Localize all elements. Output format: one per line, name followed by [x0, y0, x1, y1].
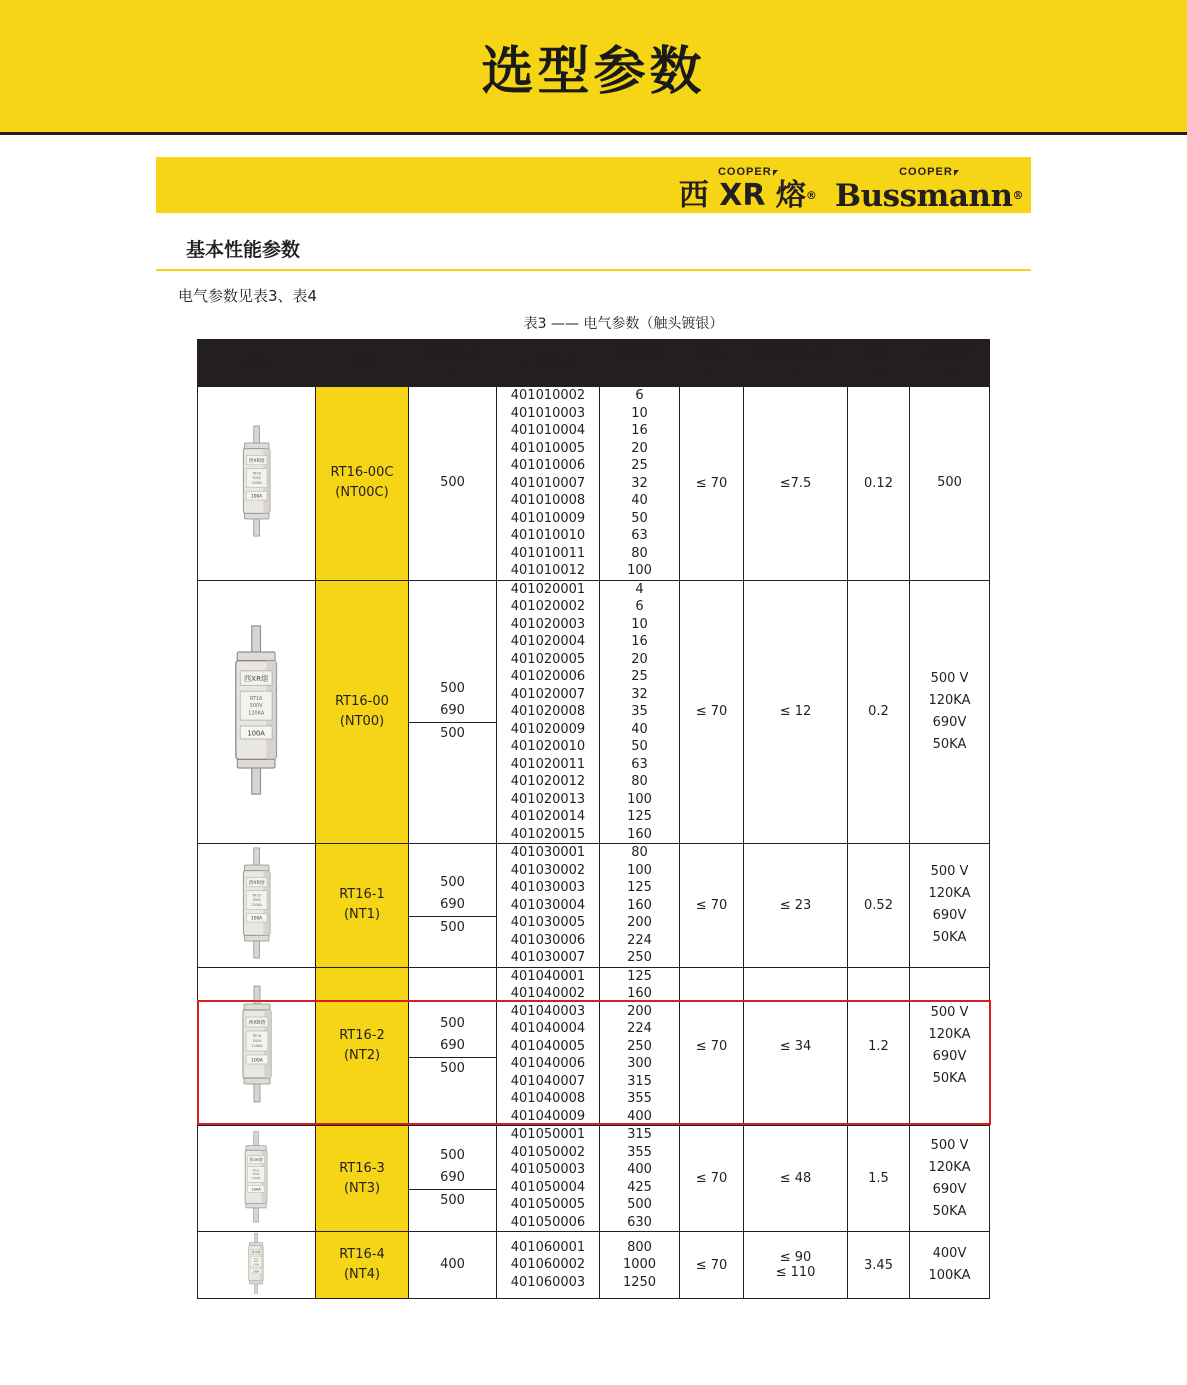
svg-text:RT16: RT16 — [250, 695, 263, 702]
rated-current: 224 — [627, 1021, 652, 1036]
fuse-illustration-icon — [230, 984, 284, 1104]
svg-text:RT16: RT16 — [252, 471, 261, 476]
voltage-cell — [409, 580, 497, 844]
power-loss-value: ≤ 34 — [779, 1038, 812, 1054]
rated-current: 125 — [627, 880, 652, 895]
table-row — [198, 844, 990, 968]
voltage-primary: 500 — [440, 475, 465, 491]
product-code: 401050002 — [510, 1144, 586, 1160]
svg-text:120KA: 120KA — [252, 1176, 261, 1180]
svg-text:120KA: 120KA — [251, 903, 262, 908]
rated-current-cell — [600, 580, 680, 844]
table-row — [198, 387, 990, 581]
svg-text:RT16: RT16 — [254, 1258, 259, 1261]
product-code: 401020005 — [510, 651, 586, 667]
breaking-capacity-primary: 500 V 120KA — [928, 1005, 971, 1043]
cooper-label-left: COOPER — [718, 166, 778, 178]
product-code-cell — [497, 1232, 600, 1299]
power-loss-cell — [744, 580, 848, 844]
product-code: 401030001 — [510, 845, 586, 860]
temperature-rise-cell: ≤ 70 — [680, 580, 744, 844]
page-banner — [0, 0, 1187, 132]
rated-current: 25 — [631, 458, 648, 473]
product-code: 401020010 — [510, 739, 586, 754]
rated-current: 1250 — [622, 1274, 657, 1290]
product-image-cell — [198, 1126, 316, 1232]
rated-current: 800 — [627, 1239, 652, 1255]
model-cell — [316, 1232, 409, 1299]
rated-current: 200 — [627, 1003, 652, 1019]
weight-cell: 1.2 — [848, 967, 910, 1126]
product-code: 401020008 — [510, 704, 586, 719]
product-code: 401010002 — [510, 388, 586, 403]
rated-current: 355 — [627, 1091, 652, 1106]
rated-current: 300 — [627, 1056, 652, 1071]
product-code-cell — [497, 387, 600, 581]
rated-current: 400 — [627, 1162, 652, 1177]
product-code: 401040006 — [510, 1056, 586, 1071]
rated-current: 40 — [631, 493, 648, 508]
col-header-power-loss: 额定损耗功率 W — [744, 340, 848, 387]
svg-text:100A: 100A — [250, 916, 263, 922]
svg-text:120KA: 120KA — [251, 481, 262, 486]
rated-current: 32 — [631, 686, 648, 702]
logo-xirong — [679, 167, 817, 213]
weight-cell: 0.52 — [848, 844, 910, 968]
product-code-cell — [497, 1126, 600, 1232]
product-code: 401050006 — [510, 1214, 586, 1230]
product-code: 401030005 — [510, 915, 586, 930]
rated-current: 50 — [631, 739, 648, 754]
rated-current: 500 — [627, 1197, 652, 1212]
rated-current: 4 — [635, 581, 644, 597]
temperature-rise-cell: ≤ 70 — [680, 967, 744, 1126]
page-title: 选型参数 — [481, 41, 706, 102]
product-code: 401050004 — [510, 1179, 586, 1195]
product-code: 401020006 — [510, 669, 586, 684]
temperature-rise-cell: ≤ 70 — [680, 387, 744, 581]
rated-current: 1000 — [622, 1257, 657, 1273]
voltage-primary: 500 690 — [409, 678, 496, 723]
rated-current: 10 — [631, 616, 648, 632]
rated-current-cell — [600, 844, 680, 968]
model-name: RT16-00C — [330, 465, 394, 481]
fuse-illustration-icon — [231, 424, 282, 538]
model-name: RT16-00 — [335, 693, 389, 709]
product-code: 401020009 — [510, 721, 586, 737]
fuse-illustration-icon — [231, 846, 282, 960]
temperature-rise-cell: ≤ 70 — [680, 1126, 744, 1232]
svg-text:500V: 500V — [252, 898, 261, 903]
rated-current: 40 — [631, 721, 648, 737]
product-code: 401010012 — [510, 563, 586, 578]
power-loss-value: ≤ 110 — [775, 1265, 816, 1281]
rated-current: 160 — [627, 986, 652, 1001]
rated-current: 100 — [627, 791, 652, 807]
temperature-rise-cell: ≤ 70 — [680, 1232, 744, 1299]
svg-text:西XR熔: 西XR熔 — [252, 1250, 261, 1254]
rated-current: 160 — [627, 826, 652, 842]
electrical-parameters-table — [197, 339, 990, 1299]
power-loss-value: ≤ 48 — [779, 1171, 812, 1186]
rated-current-cell — [600, 1126, 680, 1232]
model-cell — [316, 1126, 409, 1232]
breaking-capacity-primary: 500 V 120KA — [928, 1137, 971, 1175]
svg-text:西XR熔: 西XR熔 — [244, 673, 269, 683]
rated-current: 80 — [631, 845, 648, 860]
table-row — [198, 1232, 990, 1299]
rated-current: 80 — [631, 774, 648, 789]
rated-current: 250 — [627, 950, 652, 965]
col-header-breaking: 开断能力 KA — [910, 340, 990, 387]
model-alt-name: (NT00) — [339, 713, 385, 729]
rated-current: 355 — [627, 1144, 652, 1160]
product-image-cell — [198, 387, 316, 581]
voltage-primary: 500 690 — [409, 1013, 496, 1058]
table-row — [198, 580, 990, 844]
rated-current: 315 — [627, 1127, 652, 1142]
svg-text:500V: 500V — [253, 1172, 260, 1176]
col-header-image: 图片 — [198, 340, 316, 387]
model-cell — [316, 844, 409, 968]
product-code-cell — [497, 844, 600, 968]
rated-current: 6 — [635, 599, 644, 614]
rated-current-cell — [600, 967, 680, 1126]
product-code: 401010009 — [510, 510, 586, 526]
product-image-cell — [198, 844, 316, 968]
xirong-wordmark: 西 XR 熔 ® — [678, 178, 817, 213]
section-title: 基本性能参数 — [186, 239, 301, 261]
svg-text:500V: 500V — [252, 476, 261, 481]
breaking-capacity-primary: 400V 100KA — [928, 1246, 971, 1284]
product-code: 401040002 — [510, 986, 586, 1001]
table-row — [198, 967, 990, 1126]
breaking-capacity-cell — [910, 580, 990, 844]
product-code: 401020002 — [510, 599, 586, 614]
svg-text:500V: 500V — [252, 1039, 261, 1044]
rated-current: 63 — [631, 756, 648, 772]
brand-bar — [156, 157, 1031, 213]
svg-text:100A: 100A — [250, 494, 263, 500]
product-code: 401040004 — [510, 1021, 586, 1036]
voltage-secondary: 500 — [440, 726, 465, 742]
product-code: 401010010 — [510, 528, 586, 543]
svg-text:西XR熔: 西XR熔 — [248, 459, 265, 465]
model-cell — [316, 580, 409, 844]
product-code: 401010005 — [510, 440, 586, 456]
power-loss-cell — [744, 1126, 848, 1232]
model-cell — [316, 967, 409, 1126]
product-code: 401010008 — [510, 493, 586, 508]
svg-text:RT16: RT16 — [252, 1034, 261, 1039]
svg-text:120KA: 120KA — [253, 1263, 260, 1266]
product-code: 401010007 — [510, 475, 586, 491]
svg-text:500V: 500V — [250, 702, 263, 709]
breaking-capacity-cell — [910, 387, 990, 581]
breaking-capacity-cell — [910, 844, 990, 968]
temperature-rise-cell: ≤ 70 — [680, 844, 744, 968]
power-loss-value: ≤ 23 — [779, 897, 812, 913]
product-code: 401010011 — [510, 545, 586, 561]
model-alt-name: (NT1) — [343, 907, 381, 923]
rated-current: 100 — [627, 862, 652, 878]
product-code: 401010004 — [510, 423, 586, 438]
product-code: 401020014 — [510, 809, 586, 824]
brand-logos — [661, 157, 1031, 213]
voltage-cell — [409, 967, 497, 1126]
col-header-voltage: 额定电压 V — [409, 340, 497, 387]
power-loss-value: ≤ 12 — [779, 704, 812, 720]
product-code: 401040001 — [510, 968, 586, 984]
breaking-capacity-primary: 500 — [937, 475, 962, 491]
logo-bussmann — [835, 167, 1023, 213]
bussmann-wordmark: Bussmann ® — [834, 178, 1023, 214]
product-code: 401030006 — [510, 932, 586, 948]
col-header-model: 型号 — [316, 340, 409, 387]
power-loss-cell — [744, 967, 848, 1126]
product-code: 401040009 — [510, 1108, 586, 1124]
section-note: 电气参数见表3、表4 — [178, 287, 318, 305]
product-code: 401030004 — [510, 897, 586, 913]
product-code: 401020007 — [510, 686, 586, 702]
col-header-weight: 重量 Kg — [848, 340, 910, 387]
rated-current: 200 — [627, 915, 652, 930]
rated-current: 20 — [631, 651, 648, 667]
rated-current: 80 — [631, 545, 648, 561]
product-code: 401040007 — [510, 1073, 586, 1089]
product-code: 401040003 — [510, 1003, 586, 1019]
product-code: 401050001 — [510, 1127, 586, 1142]
voltage-cell — [409, 1126, 497, 1232]
rated-current: 315 — [627, 1073, 652, 1089]
product-code: 401050005 — [510, 1197, 586, 1212]
rated-current: 125 — [627, 968, 652, 984]
power-loss-cell — [744, 387, 848, 581]
svg-text:100A: 100A — [251, 1187, 262, 1192]
product-code-cell — [497, 967, 600, 1126]
svg-text:西XR熔: 西XR熔 — [249, 1156, 264, 1162]
svg-text:120KA: 120KA — [248, 710, 265, 717]
rated-current: 63 — [631, 528, 648, 543]
product-code: 401030002 — [510, 862, 586, 878]
product-code: 401060002 — [510, 1257, 586, 1273]
rated-current: 16 — [631, 634, 648, 649]
product-code: 401020012 — [510, 774, 586, 789]
rated-current: 50 — [631, 510, 648, 526]
breaking-capacity-secondary: 690V 50KA — [932, 1049, 967, 1087]
rated-current: 32 — [631, 475, 648, 491]
product-code: 401040008 — [510, 1091, 586, 1106]
svg-text:RT16: RT16 — [252, 893, 261, 898]
weight-cell: 3.45 — [848, 1232, 910, 1299]
product-image-cell — [198, 1232, 316, 1299]
fuse-illustration-icon — [242, 1232, 270, 1294]
table-row — [198, 1126, 990, 1232]
product-code: 401060001 — [510, 1239, 586, 1255]
voltage-cell — [409, 1232, 497, 1299]
product-code: 401030003 — [510, 880, 586, 895]
col-header-temp-rise: 温升 K — [680, 340, 744, 387]
power-loss-cell — [744, 844, 848, 968]
col-header-code: 产品编码 — [497, 340, 600, 387]
banner-divider — [0, 132, 1187, 135]
rated-current: 6 — [635, 388, 644, 403]
rated-current: 100 — [627, 563, 652, 578]
weight-cell: 1.5 — [848, 1126, 910, 1232]
cooper-flag-icon-right — [954, 170, 959, 176]
model-name: RT16-1 — [339, 887, 385, 903]
product-code: 401020011 — [510, 756, 586, 772]
rated-current: 160 — [627, 897, 652, 913]
product-image-cell — [198, 967, 316, 1126]
model-alt-name: (NT3) — [343, 1180, 381, 1196]
svg-text:100A: 100A — [253, 1270, 260, 1274]
section-header — [156, 235, 1031, 271]
product-code-cell — [497, 580, 600, 844]
breaking-capacity-primary: 500 V 120KA — [928, 670, 971, 708]
table-body — [198, 387, 990, 1299]
product-code: 401010006 — [510, 458, 586, 473]
svg-text:西XR熔: 西XR熔 — [248, 1020, 265, 1027]
product-code: 401020001 — [510, 581, 586, 597]
cooper-label-right: COOPER — [899, 166, 959, 178]
voltage-primary: 500 690 — [409, 872, 496, 917]
col-header-current: 额定电流 A — [600, 340, 680, 387]
power-loss-value: ≤ 90 — [779, 1250, 812, 1266]
table-caption: 表3 —— 电气参数（触头镀银） — [523, 316, 724, 332]
product-image-cell — [198, 580, 316, 844]
rated-current: 224 — [627, 932, 652, 948]
product-code: 401030007 — [510, 950, 586, 965]
svg-text:100A: 100A — [250, 1058, 263, 1064]
product-code: 401020013 — [510, 791, 586, 807]
svg-text:120KA: 120KA — [251, 1044, 262, 1049]
rated-current: 250 — [627, 1038, 652, 1054]
weight-cell: 0.2 — [848, 580, 910, 844]
rated-current-cell — [600, 1232, 680, 1299]
breaking-capacity-cell — [910, 1126, 990, 1232]
model-alt-name: (NT4) — [343, 1267, 381, 1283]
breaking-capacity-secondary: 690V 50KA — [932, 908, 967, 946]
power-loss-cell — [744, 1232, 848, 1299]
weight-cell: 0.12 — [848, 387, 910, 581]
product-code: 401060003 — [510, 1274, 586, 1290]
rated-current-cell — [600, 387, 680, 581]
product-code: 401020003 — [510, 616, 586, 632]
rated-current: 630 — [627, 1214, 652, 1230]
model-alt-name: (NT2) — [343, 1048, 381, 1064]
voltage-cell — [409, 387, 497, 581]
rated-current: 10 — [631, 405, 648, 421]
fuse-illustration-icon — [217, 623, 295, 797]
svg-text:RT16: RT16 — [253, 1169, 260, 1173]
product-code: 401020015 — [510, 826, 586, 842]
voltage-secondary: 500 — [440, 919, 465, 935]
breaking-capacity-secondary: 690V 50KA — [932, 1181, 967, 1219]
voltage-secondary: 500 — [440, 1193, 465, 1208]
rated-current: 425 — [627, 1179, 652, 1195]
document-content — [0, 157, 1187, 1299]
svg-text:500V: 500V — [254, 1261, 259, 1264]
registered-mark-left: ® — [805, 189, 817, 202]
model-name: RT16-2 — [339, 1028, 385, 1044]
rated-current: 400 — [627, 1108, 652, 1124]
voltage-primary: 500 690 — [409, 1145, 496, 1190]
table-head — [198, 340, 990, 387]
product-code: 401010003 — [510, 405, 586, 421]
breaking-capacity-cell — [910, 1232, 990, 1299]
section-underline — [156, 269, 1031, 271]
table-header-row — [198, 340, 990, 387]
voltage-cell — [409, 844, 497, 968]
model-name: RT16-4 — [339, 1247, 385, 1263]
fuse-illustration-icon — [235, 1130, 277, 1224]
rated-current: 25 — [631, 669, 648, 684]
model-cell — [316, 387, 409, 581]
cooper-flag-icon — [773, 170, 778, 176]
svg-text:100A: 100A — [247, 729, 266, 738]
rated-current: 20 — [631, 440, 648, 456]
rated-current: 125 — [627, 809, 652, 824]
model-alt-name: (NT00C) — [335, 485, 389, 501]
product-code: 401040005 — [510, 1038, 586, 1054]
voltage-primary: 400 — [440, 1257, 465, 1273]
product-code: 401020004 — [510, 634, 586, 649]
rated-current: 35 — [631, 704, 648, 719]
breaking-capacity-primary: 500 V 120KA — [928, 864, 971, 902]
breaking-capacity-cell — [910, 967, 990, 1126]
svg-text:西XR熔: 西XR熔 — [248, 881, 265, 887]
power-loss-value: ≤7.5 — [779, 475, 812, 491]
registered-mark-right: ® — [1012, 189, 1023, 202]
rated-current: 16 — [631, 423, 648, 438]
breaking-capacity-secondary: 690V 50KA — [932, 714, 967, 752]
model-name: RT16-3 — [339, 1160, 385, 1176]
product-code: 401050003 — [510, 1162, 586, 1177]
voltage-secondary: 500 — [440, 1060, 465, 1076]
